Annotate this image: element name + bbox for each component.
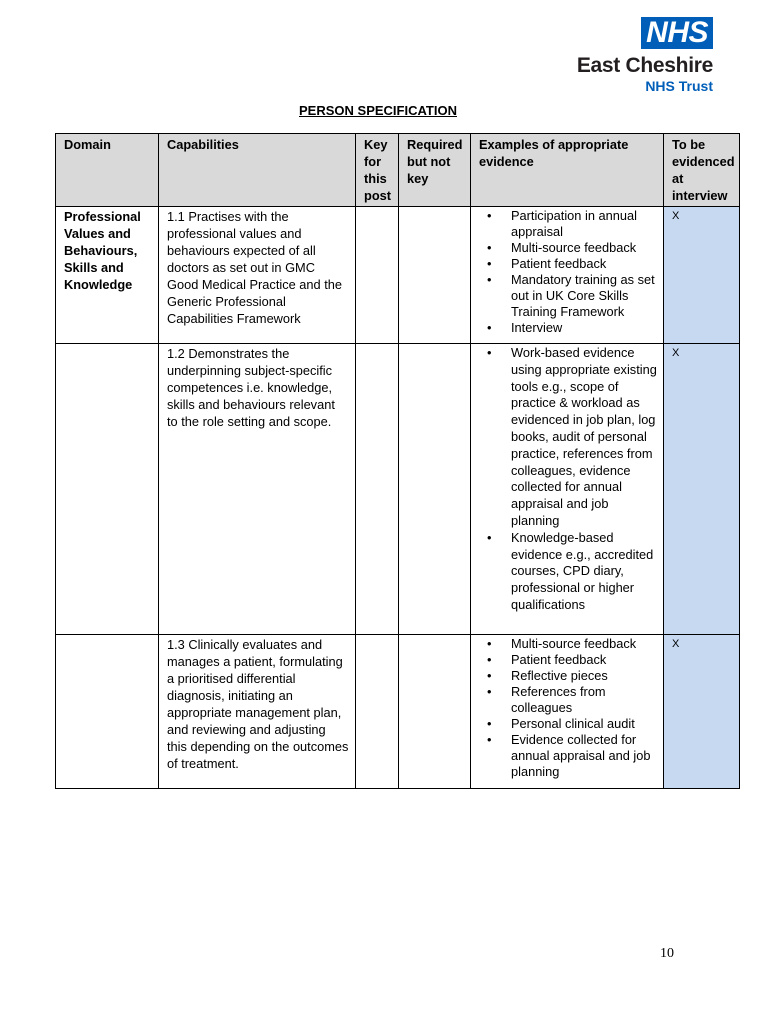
domain-cell-continued bbox=[56, 344, 159, 635]
header-capabilities: Capabilities bbox=[159, 134, 356, 207]
nhs-badge: NHS bbox=[641, 17, 713, 49]
evidence-item: • Work-based evidence using appropriate existing tools e.g., scope of practice & workload as evidenced in job plan, log books, audit of personal practice, references from colleagues, evidence collected for annual appraisal and job planning bbox=[483, 345, 657, 530]
evidence-item: • Interview bbox=[483, 320, 657, 336]
key-cell bbox=[356, 344, 399, 635]
table-row bbox=[56, 207, 740, 344]
table-row bbox=[56, 344, 740, 635]
evidence-cell bbox=[471, 207, 664, 344]
table-header-row bbox=[56, 134, 740, 207]
interview-cell: X bbox=[664, 635, 740, 789]
page-title: PERSON SPECIFICATION bbox=[299, 103, 457, 118]
key-cell bbox=[356, 207, 399, 344]
evidence-list bbox=[479, 636, 657, 780]
page-number: 10 bbox=[660, 946, 674, 961]
table-row bbox=[56, 635, 740, 789]
header-examples: Examples of appropriate evidence bbox=[471, 134, 664, 207]
evidence-item: • Patient feedback bbox=[483, 256, 657, 272]
required-cell bbox=[399, 635, 471, 789]
domain-cell-continued bbox=[56, 635, 159, 789]
domain-cell: Professional Values and Behaviours, Skills and Knowledge bbox=[56, 207, 159, 344]
evidence-item: • Participation in annual appraisal bbox=[483, 208, 657, 240]
key-cell bbox=[356, 635, 399, 789]
interview-cell: X bbox=[664, 344, 740, 635]
evidence-item: • Multi-source feedback bbox=[483, 240, 657, 256]
capability-cell: 1.2 Demonstrates the underpinning subject-specific competences i.e. knowledge, skills and behaviours relevant to the role setting and scope. bbox=[159, 344, 356, 635]
evidence-item: • Multi-source feedback bbox=[483, 636, 657, 652]
person-specification-table bbox=[55, 133, 740, 789]
evidence-cell bbox=[471, 635, 664, 789]
required-cell bbox=[399, 344, 471, 635]
evidence-item: • Patient feedback bbox=[483, 652, 657, 668]
interview-cell: X bbox=[664, 207, 740, 344]
org-subtitle: NHS Trust bbox=[645, 78, 713, 94]
evidence-list bbox=[479, 345, 657, 614]
header-key: Key for this post bbox=[356, 134, 399, 207]
nhs-logo bbox=[553, 17, 713, 94]
header-interview: To be evidenced at interview bbox=[664, 134, 740, 207]
org-name: East Cheshire bbox=[576, 54, 713, 77]
evidence-item: • Knowledge-based evidence e.g., accredited courses, CPD diary, professional or higher qualifications bbox=[483, 530, 657, 614]
evidence-item: • References from colleagues bbox=[483, 684, 657, 716]
evidence-item: • Mandatory training as set out in UK Core Skills Training Framework bbox=[483, 272, 657, 320]
evidence-cell bbox=[471, 344, 664, 635]
evidence-item: • Personal clinical audit bbox=[483, 716, 657, 732]
header-domain: Domain bbox=[56, 134, 159, 207]
evidence-item: • Reflective pieces bbox=[483, 668, 657, 684]
required-cell bbox=[399, 207, 471, 344]
header-required: Required but not key bbox=[399, 134, 471, 207]
capability-cell: 1.1 Practises with the professional values and behaviours expected of all doctors as set out in GMC Good Medical Practice and the Generic Professional Capabilities Framework bbox=[159, 207, 356, 344]
evidence-item: • Evidence collected for annual appraisal and job planning bbox=[483, 732, 657, 780]
capability-cell: 1.3 Clinically evaluates and manages a patient, formulating a prioritised differential diagnosis, initiating an appropriate management plan, and reviewing and adjusting this depending on the outcomes of treatment. bbox=[159, 635, 356, 789]
evidence-list bbox=[479, 208, 657, 336]
